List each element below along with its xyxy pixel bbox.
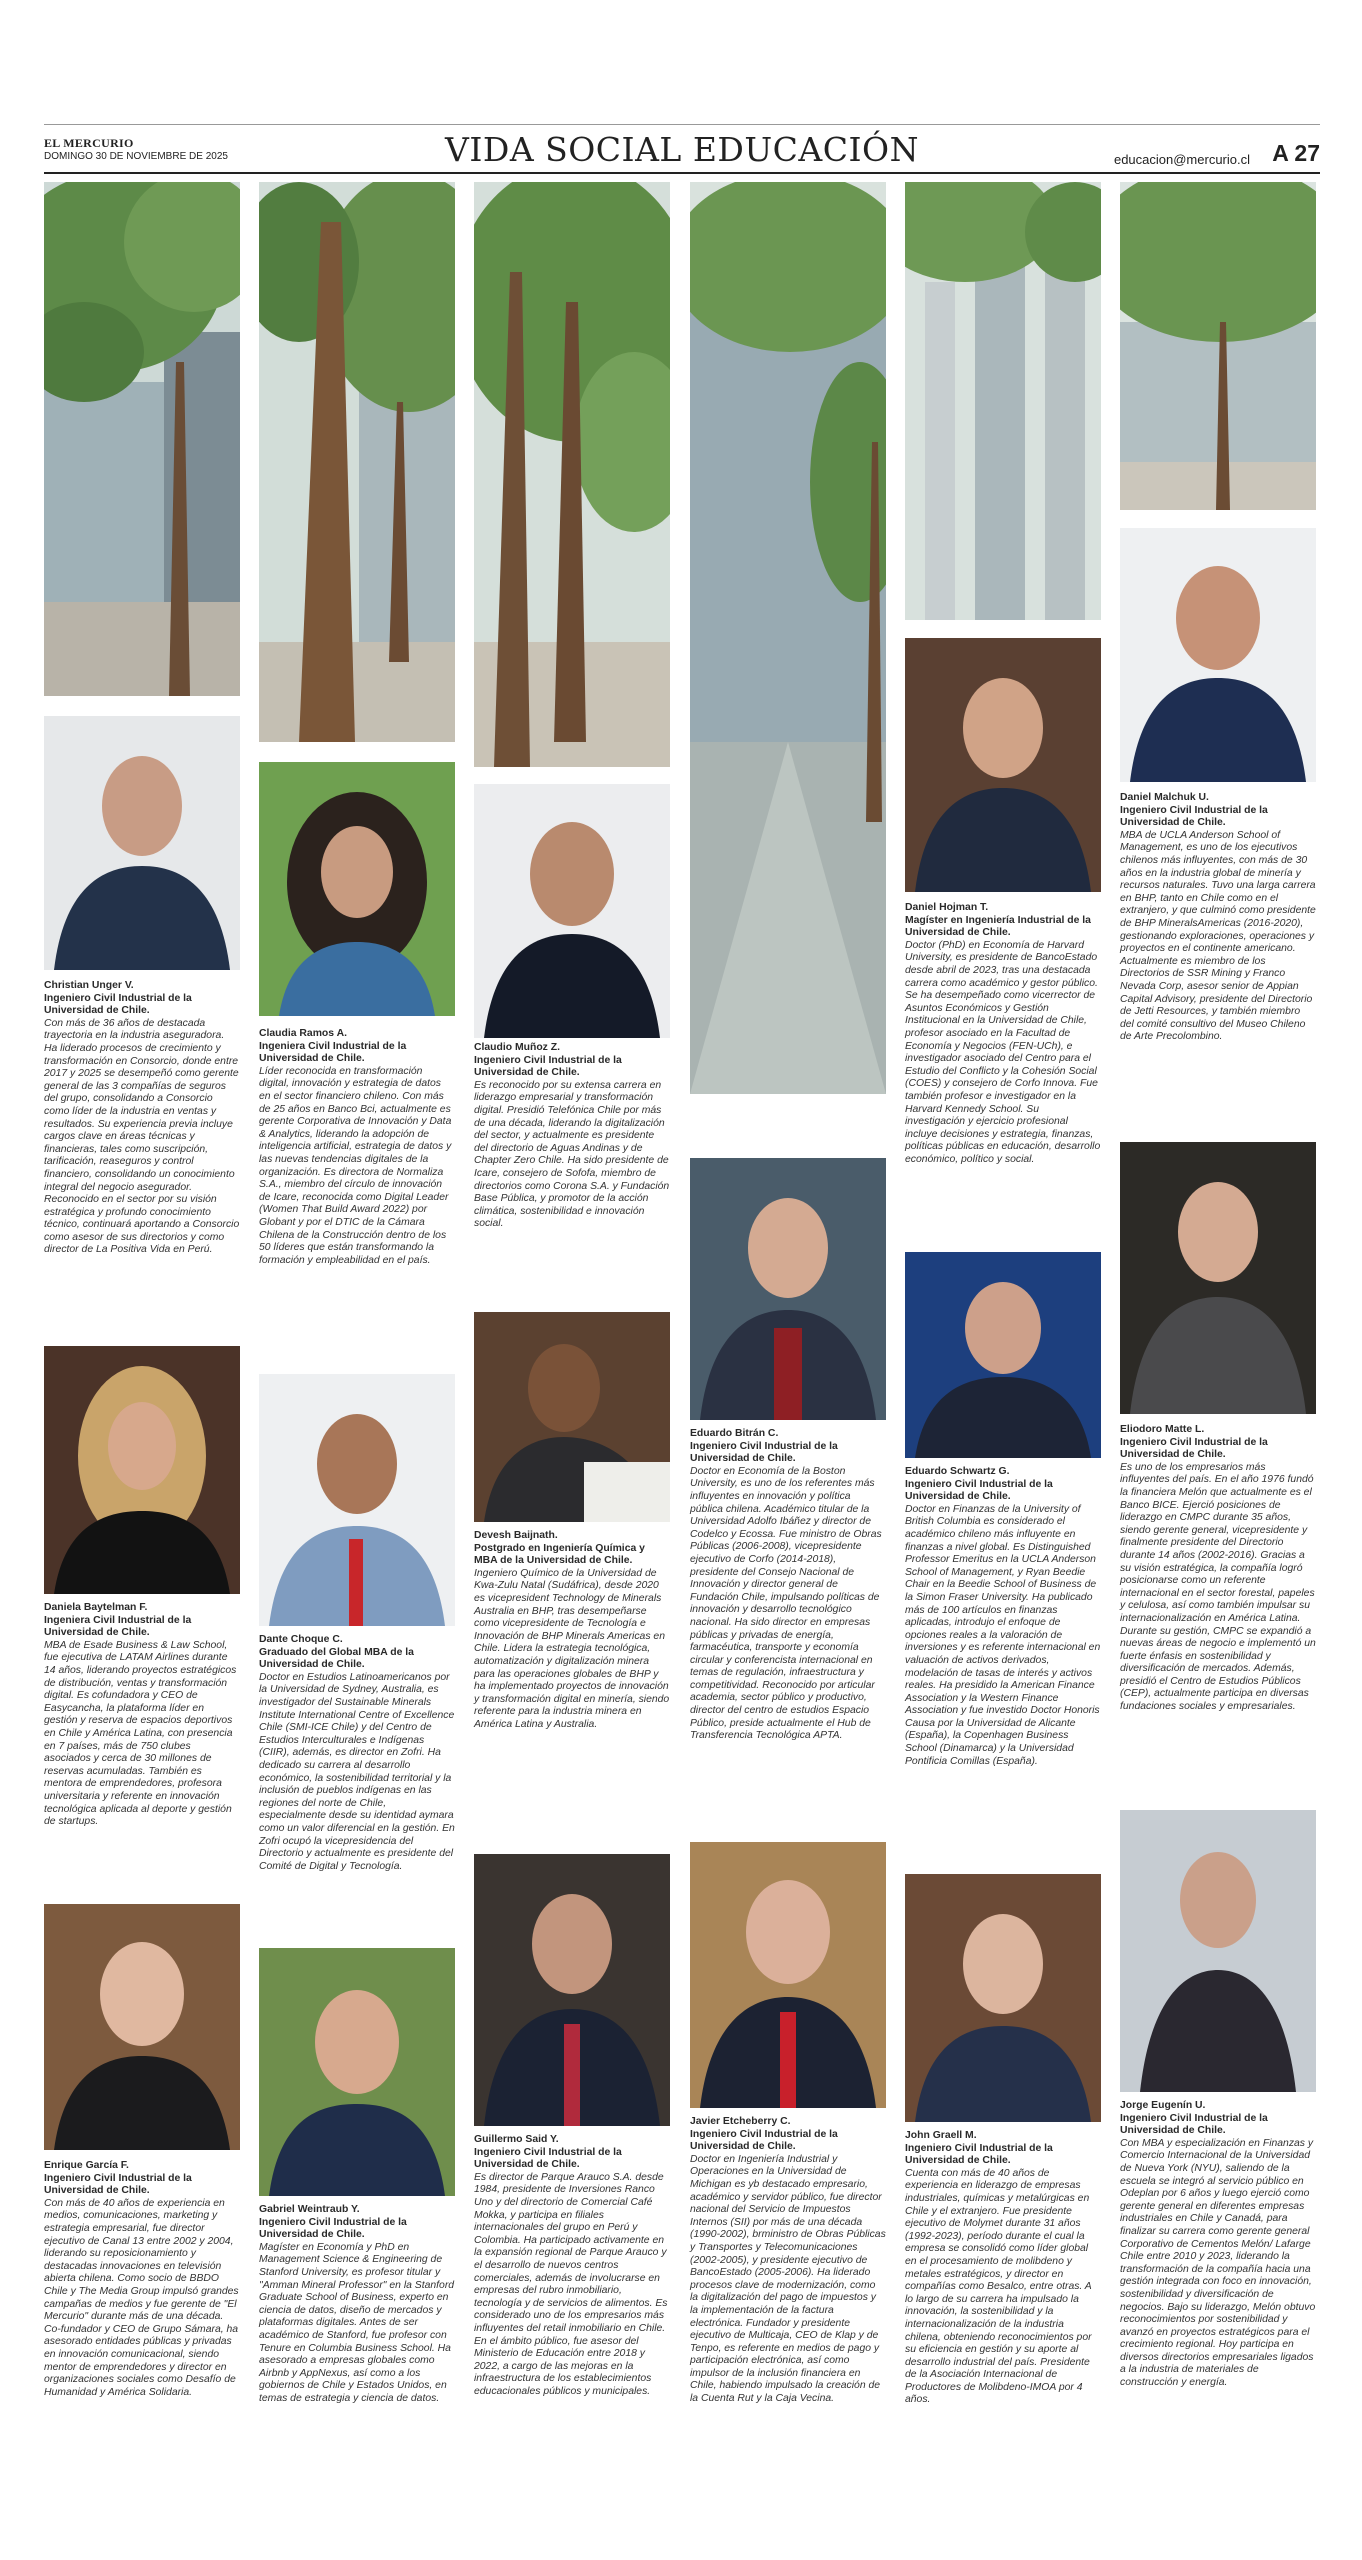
profile-bio: Ingeniero Químico de la Universidad de Kwa-Zulu Natal (Sudáfrica), desde 2020 es vicepresident Technology de Minerals Australia en BHP, tras desempeñarse como vicepresidente de Tecnología e Innovación de BHP Minerals Americas en Chile. Lidera la estrategia tecnológica, automatización y digitalización minera para las operaciones globales de BHP y ha implementado proyectos de innovación y transformación digital en minería, siendo referente para la industria minera en América Latina y Australia. [474,1567,670,1730]
profile-caption [259,1028,455,1267]
profile-caption [905,2130,1101,2407]
issue-date: DOMINGO 30 DE NOVIEMBRE DE 2025 [44,151,228,162]
portrait-daniel-hojman [905,638,1101,892]
profile-degree: Ingeniero Civil Industrial de la Universidad de Chile. [690,1440,838,1465]
profile-name: Daniel Malchuk U. [1120,792,1209,803]
profile-bio: MBA de Esade Business & Law School, fue ejecutiva de LATAM Airlines durante 14 años, liderando proyectos estratégicos de distribución, ventas y transformación digital. Es cofundadora y CEO de Easycancha, la plataforma líder en gestión y reserva de espacios deportivos en Chile y América Latina, con presencia en 7 países, más de 750 clubes asociados y cerca de 30 millones de reservas acumuladas. También es mentora de emprendedores, profesora universitaria y referente en innovación tecnológica aplicada al deporte y gestión de startups. [44,1639,237,1828]
profile-degree: Ingeniero Civil Industrial de la Universidad de Chile. [905,2142,1053,2167]
profile-name: Claudio Muñoz Z. [474,1042,560,1053]
profile-bio: Es reconocido por su extensa carrera en liderazgo empresarial y transformación digital. Presidió Telefónica Chile por más de una década, liderando la digitalización del sector, y actualmente es presidente del directorio de Aguas Andinas y de Chapter Zero Chile. Ha sido presidente de Icare, consejero de Sofofa, miembro de directorios como Corona S.A. y Fundación Base Pública, y promotor de la acción climática, sostenibilidad e innovación social. [474,1079,670,1230]
portrait-daniel-malchuk [1120,528,1316,782]
profile-bio: Es uno de los empresarios más influyentes del país. En el año 1976 fundó la financiera Melón que actualmente es el Banco BICE. Ejerció posiciones de liderazgo en CMPC durante 35 años, siendo gerente general, vicepresidente y finalmente presidente del Directorio durante 14 años (2002-2016). Gracias a su visión estratégica, la compañía logró posicionarse como un referente internacional en el sector forestal, papeles y celulosa, así como también impulsar su internacionalización en América Latina. Durante su gestión, CMPC se expandió a nuevas áreas de negocio e implementó un fuerte énfasis en sostenibilidad y diversificación de mercados. Además, presidió el Centro de Estudios Públicos (CEP), actualmente participa en diversas fundaciones sociales y empresariales. [1120,1461,1316,1713]
profile-caption [259,2204,455,2406]
section-email: educacion@mercurio.cl [1113,152,1250,167]
portrait-enrique-garcia [44,1904,240,2150]
profile-name: Enrique García F. [44,2160,129,2171]
profile-name: Devesh Baijnath. [474,1530,558,1541]
profile-degree: Ingeniero Civil Industrial de la Universidad de Chile. [1120,2112,1268,2137]
masthead [44,126,1320,172]
profile-bio: Es director de Parque Arauco S.A. desde 1984, presidente de Inversiones Ranco Uno y del directorio de Comercial Café Mokka, y participa en filiales internacionales del grupo en Perú y Colombia. Ha participado activamente en la expansión regional de Parque Arauco y el desarrollo de nuevos centros comerciales, además de involucrarse en empresas del rubro inmobiliario, tecnología y de servicios de alimentos. Es considerado uno de los empresarios más influyentes del retail inmobiliario en Chile. En el ámbito público, fue asesor del Ministerio de Educación entre 2018 y 2022, a cargo de las mejoras en la infraestructura de los establecimientos educacionales públicos y municipales. [474,2171,668,2397]
profile-bio: Doctor en Estudios Latinoamericanos por la Universidad de Sydney, Australia, es investigador del Sustainable Minerals Institute International Centre of Excellence Chile (SMI-ICE Chile) y del Centro de Estudios Interculturales e Indígenas (CIIR), además, es director en Zofri. Ha dedicado su carrera al desarrollo económico, la sostenibilidad territorial y la inclusión de pueblos indígenas en las regiones del norte de Chile, especialmente desde su identidad aymara como un valor diferencial en la gestión. En Zofri ocupó la vicepresidencia del Directorio y actualmente es presidente del Comité de Digital y Tecnología. [259,1671,455,1872]
profile-degree: Magíster en Ingeniería Industrial de la Universidad de Chile. [905,914,1091,939]
portrait-guillermo-said [474,1854,670,2126]
profile-bio: Doctor en Economía de la Boston University, es uno de los referentes más influyentes en innovación y política pública chilena. Académico titular de la Universidad Adolfo Ibáñez y director de Codelco y Ecossa. Fue ministro de Obras Públicas (2006-2008), vicepresidente ejecutivo de Corfo (2014-2018), presidente del Consejo Nacional de Innovación y director general de Fundación Chile, impulsando políticas de innovación y desarrollo tecnológico nacional. Ha sido director en empresas públicas y privadas de energía, farmacéutica, transporte y economía circular y conferencista internacional en temas de regulación, infraestructura y competitividad. Reconocido por articular academia, sector público y productivo, director del centro de estudios Espacio Público, preside actualmente el Hub de Transferencia Tecnológica APTA. [690,1465,882,1742]
profile-bio: Con más de 40 años de experiencia en medios, comunicaciones, marketing y estrategia empresarial, fue director ejecutivo de Canal 13 entre 2002 y 2004, liderando su reposicionamiento y destacadas innovaciones en televisión abierta chilena. Como socio de BBDO Chile y The Media Group impulsó grandes campañas de medios y fue gerente de "El Mercurio" durante más de una década. Co-fundador y CEO de Grupo Sámara, ha asesorado entidades públicas y privadas en innovación comunicacional, siendo mentor de emprendedores y director en organizaciones sociales como Desafío de Humanidad y América Solidaria. [44,2197,239,2398]
portrait-eliodoro-matte [1120,1142,1316,1414]
profile-name: Daniel Hojman T. [905,902,989,913]
profile-name: Claudia Ramos A. [259,1028,347,1039]
profile-caption [259,1634,455,1873]
profile-bio: MBA de UCLA Anderson School of Management, es uno de los ejecutivos chilenos más influyentes, con más de 30 años en la industria global de minería y recursos naturales. Tuvo una larga carrera en BHP, tanto en Chile como en el extranjero, y que culminó como presidente de BHP MineralsAmericas (2016-2020), gestionando exploraciones, operaciones y proyectos en el continente americano. Actualmente es miembro de los Directorios de SSR Mining y Franco Nevada Corp, asesor senior de Appian Capital Advisory, presidente del Directorio de Jetti Resources, y también miembro del comité consultivo del Museo Chileno de Arte Precolombino. [1120,829,1316,1043]
portrait-javier-etcheberry [690,1842,886,2108]
profile-caption [44,1602,240,1829]
profile-name: Dante Choque C. [259,1634,343,1645]
profile-bio: Líder reconocida en transformación digital, innovación y estrategia de datos en el sector financiero chileno. Con más de 25 años en Banco Bci, actualmente es gerente Corporativa de Innovación y Data & Analytics, liderando la adopción de inteligencia artificial, estrategia de datos y las nuevas tendencias digitales de la organización. Es directora de Normaliza S.A., miembro del círculo de innovación de Icare, reconocida como Digital Leader (Women That Build Award 2022) por Globant y por el DTIC de la Cámara Chilena de la Construcción dentro de los 50 líderes que están transformando la formación y empleabilidad en el país. [259,1065,452,1266]
portrait-claudia-ramos [259,762,455,1016]
profile-degree: Ingeniero Civil Industrial de la Universidad de Chile. [474,1054,622,1079]
portrait-dante-choque [259,1374,455,1626]
profile-degree: Ingeniero Civil Industrial de la Universidad de Chile. [474,2146,622,2171]
profile-bio: Con más de 36 años de destacada trayectoria en la industria aseguradora. Ha liderado procesos de crecimiento y transformación en Consorcio, donde entre 2017 y 2025 se desempeñó como gerente general de las 3 compañías de seguros del grupo, consolidando a Consorcio como líder de la industria en ventas y resultados. Su experiencia previa incluye cargos clave en áreas técnicas y financieras, tales como suscripción, tarificación, reaseguros y control financiero, consolidando un conocimiento integral del negocio asegurador. Reconocido en el sector por su visión estratégica y profundo conocimiento técnico, continuará aportando a Consorcio como asesor de sus directorios y como director de La Positiva Vida en Perú. [44,1017,240,1256]
profile-name: John Graell M. [905,2130,977,2141]
profile-name: Daniela Baytelman F. [44,1602,148,1613]
profile-degree: Ingeniero Civil Industrial de la Universidad de Chile. [690,2128,838,2153]
portrait-eduardo-bitran [690,1158,886,1420]
portrait-eduardo-schwartz [905,1252,1101,1458]
tree-photo-5 [905,182,1101,620]
profile-caption [905,1466,1101,1768]
profile-name: Guillermo Said Y. [474,2134,559,2145]
newspaper-name: EL MERCURIO [44,136,134,150]
profile-name: Javier Etcheberry C. [690,2116,791,2127]
profile-name: Eliodoro Matte L. [1120,1424,1205,1435]
profile-bio: Doctor en Ingeniería Industrial y Operaciones en la Universidad de Michigan es yb destacado empresario, académico y servidor público, fue director nacional del Servicio de Impuestos Internos (SII) por más de una década (1990-2002), brministro de Obras Públicas y Transportes y Telecomunicaciones (2002-2005), y presidente ejecutivo de BancoEstado (2005-2006). Ha liderado procesos clave de modernización, como la digitalización del pago de impuestos y la implementación de la factura electrónica. Fundador y presidente ejecutivo de Multicaja, CEO de Klap y de Tenpo, es referente en medios de pago y participación electrónica, así como impulsor de la inclusión financiera en Chile, habiendo impulsado la creación de la Cuenta Rut y la Caja Vecina. [690,2153,886,2405]
profile-degree: Graduado del Global MBA de la Universidad de Chile. [259,1646,414,1671]
profile-degree: Ingeniero Civil Industrial de la Universidad de Chile. [44,2172,192,2197]
profile-degree: Ingeniera Civil Industrial de la Universidad de Chile. [259,1040,407,1065]
portrait-devesh-baijnath [474,1312,670,1522]
profile-name: Eduardo Bitrán C. [690,1428,779,1439]
profile-caption [690,2116,886,2406]
profile-caption [44,980,240,1257]
profile-degree: Ingeniero Civil Industrial de la Universidad de Chile. [1120,804,1268,829]
profile-caption [905,902,1101,1166]
masthead-bottom-rule [44,172,1320,174]
tree-photo-3 [474,182,670,767]
tree-photo-2 [259,182,455,742]
tree-photo-4 [690,182,886,1094]
profile-degree: Ingeniero Civil Industrial de la Universidad de Chile. [259,2216,407,2241]
portrait-jorge-eugenin [1120,1810,1316,2092]
profile-degree: Ingeniero Civil Industrial de la Universidad de Chile. [905,1478,1053,1503]
profile-degree: Ingeniero Civil Industrial de la Universidad de Chile. [44,992,192,1017]
profile-degree: Postgrado en Ingeniería Química y MBA de la Universidad de Chile. [474,1542,645,1567]
profile-name: Eduardo Schwartz G. [905,1466,1010,1477]
profile-bio: Magíster en Economía y PhD en Management Science & Engineering de Stanford University, es profesor titular y "Amman Mineral Professor" en la Stanford Graduate School of Business, experto en ciencia de datos, diseño de mercados y plataformas digitales. Antes de ser académico de Stanford, fue profesor con Tenure en Columbia Business School. Ha asesorado a empresas globales como Airbnb y AppNexus, así como a los gobiernos de Chile y Estados Unidos, en temas de estrategia y ciencia de datos. [259,2241,455,2404]
portrait-claudio-munoz [474,784,670,1038]
section-title: VIDA SOCIAL EDUCACIÓN [445,130,919,169]
portrait-john-graell [905,1874,1101,2122]
profile-caption [1120,2100,1316,2390]
profile-caption [44,2160,240,2399]
portrait-gabriel-weintraub [259,1948,455,2196]
profile-caption [1120,1424,1316,1714]
profile-bio: Doctor en Finanzas de la University of British Columbia es considerado el académico chileno más influyente en finanzas a nivel global. Es Distinguished Professor Emeritus en la UCLA Anderson School of Management, y Ryan Beedie Chair en la Beedie School of Business de la Simon Fraser University. Ha publicado más de 100 artículos en finanzas aplicadas, introdujo el enfoque de opciones reales a la valoración de inversiones y es referente internacional en valuación de activos derivados, modelación de tasas de interés y activos reales. Ha presidido la American Finance Association y la Western Finance Association y fue investido Doctor Honoris Causa por la Universidad de Alicante (España), la Copenhagen Business School (Dinamarca) y la Universidad Pontificia Comillas (España). [905,1503,1101,1767]
profile-caption [474,2134,670,2398]
profile-caption [474,1042,670,1231]
tree-photo-1 [44,182,240,696]
profile-degree: Ingeniera Civil Industrial de la Universidad de Chile. [44,1614,192,1639]
profile-degree: Ingeniero Civil Industrial de la Universidad de Chile. [1120,1436,1268,1461]
page-number: A 27 [1272,140,1320,166]
profile-bio: Con MBA y especialización en Finanzas y Comercio Internacional de la Universidad de Nueva York (NYU), saliendo de la escuela se integró al servicio público en Odeplan por 6 años y luego ejerció como gerente general en diferentes empresas industriales en Chile y Canadá, para finalizar su carrera como gerente general Corporativo de Cementos Melón/ Lafarge Chile entre 2010 y 2023, liderando la transformación de la compañía hacia una gestión integrada con foco en innovación, sostenibilidad y diversificación de negocios. Bajo su liderazgo, Melón obtuvo reconocimientos por sostenibilidad y avanzó en proyectos estratégicos para el crecimiento regional. Hoy participa en diversos directorios empresariales ligados a la industria de materiales de construcción y energía. [1120,2137,1316,2389]
profile-caption [474,1530,670,1732]
profile-caption [690,1428,886,1743]
profile-caption [1120,792,1316,1044]
tree-photo-6 [1120,182,1316,510]
portrait-daniela-baytelman [44,1346,240,1594]
masthead-top-rule [44,124,1320,125]
profile-name: Jorge Eugenín U. [1120,2100,1206,2111]
profile-bio: Doctor (PhD) en Economía de Harvard University, es presidente de BancoEstado desde abril de 2023, tras una destacada carrera como académico y gestor público. Se ha desempeñado como vicerrector de Asuntos Económicos y Gestión Institucional en la Universidad de Chile, profesor asociado en la Facultad de Economía y Negocios (FEN-UCh), e investigador asociado del Centro para el Estudio del Conflicto y la Cohesión Social (COES) y consejero de Corfo Innova. Fue también profesor e investigador en la Harvard Kennedy School. Su investigación y ejercicio profesional incluye decisiones y estrategia, finanzas, políticas públicas en educación, desarrollo económico, político y social. [905,939,1101,1165]
profile-name: Christian Unger V. [44,980,134,991]
portrait-christian-unger [44,716,240,970]
profile-bio: Cuenta con más de 40 años de experiencia en liderazgo de empresas industriales, químicas y metalúrgicas en Chile y el extranjero. Fue presidente ejecutivo de Molymet durante 31 años (1992-2023), período durante el cual la empresa se consolidó como líder global en el procesamiento de molibdeno y metales estratégicos, y director en compañías como Besalco, entre otras. A lo largo de su carrera ha impulsado la innovación, la sostenibilidad y la internacionalización de la industria chilena, obteniendo reconocimientos por su eficiencia en gestión y su aporte al desarrollo industrial del país. Presidente de la Asociación Internacional de Productores de Molibdeno-IMOA por 4 años. [905,2167,1092,2406]
profile-name: Gabriel Weintraub Y. [259,2204,360,2215]
